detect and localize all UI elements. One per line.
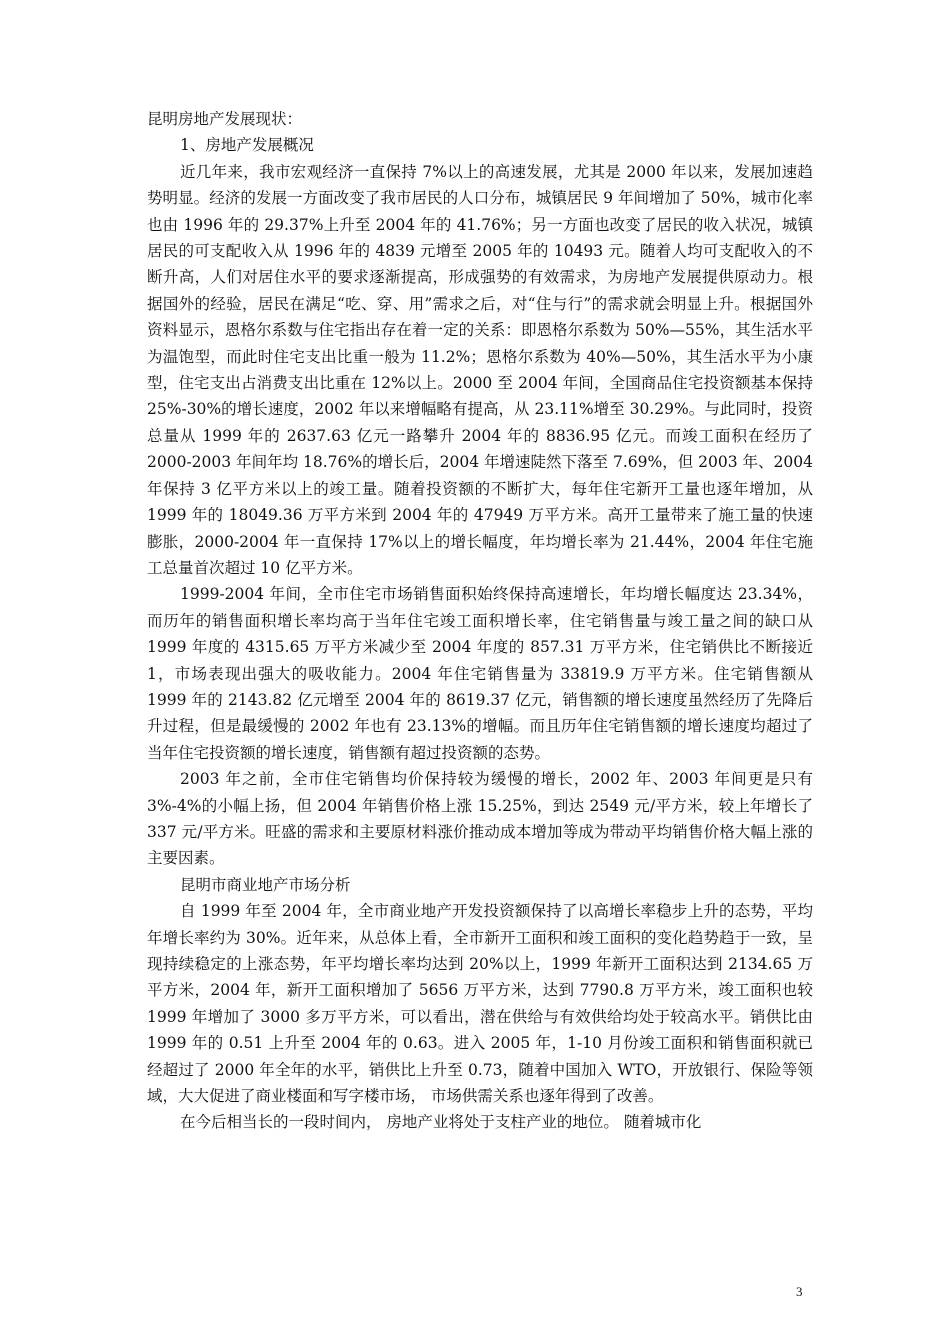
paragraph-4: 自 1999 年至 2004 年，全市商业地产开发投资额保持了以高增长率稳步上升的态势，平均年增长率约为 30%。近年来，从总体上看，全市新开工面积和竣工面积的变化趋势趋于一致，呈现持续稳定的上涨态势，年平均增长率均达到 20%以上，1999 年新开工面积达到 2134.65 万平方米，2004 年，新开工面积增加了 5656 万平方米，达到 7790.8 万平方米，竣工面积也较 1999 年增加了 3000 多万平方米，可以看出，潜在供给与有效供给均处于较高水平。销供比由 1999 年的 0.51 上升至 2004 年的 0.63。进入 2005 年，1-10 月份竣工面积和销售面积就已经超过了 2000 年全年的水平，销供比上升至 0.73，随着中国加入 WTO，开放银行、保险等领域，大大促进了商业楼面和写字楼市场， 市场供需关系也逐年得到了改善。 bbox=[147, 902, 813, 1106]
page-number: 3 bbox=[796, 1284, 803, 1299]
paragraph-3: 2003 年之前，全市住宅销售均价保持较为缓慢的增长，2002 年、2003 年间更是只有 3%-4%的小幅上扬，但 2004 年销售价格上涨 15.25%，到达 2549 元/平方米，较上年增长了 337 元/平方米。旺盛的需求和主要原材料涨价推动成本增加等成为带动平均销售价格大幅上涨的主要因素。 bbox=[147, 770, 813, 868]
document-title: 昆明房地产发展现状： bbox=[147, 110, 303, 128]
document-body bbox=[147, 106, 813, 1136]
section-heading: 1、房地产发展概况 bbox=[180, 136, 314, 155]
paragraph-2: 1999-2004 年间，全市住宅市场销售面积始终保持高速增长，年均增长幅度达 23.34%，而历年的销售面积增长率均高于当年住宅竣工面积增长率，住宅销售量与竣工量之间的缺口从 1999 年度的 4315.65 万平方米减少至 2004 年度的 857.31 万平方米，住宅销供比不断接近 1，市场表现出强大的吸收能力。2004 年住宅销售量为 33819.9 万平方米。住宅销售额从 1999 年的 2143.82 亿元增至 2004 年的 8619.37 亿元，销售额的增长速度虽然经历了先降后升过程，但是最缓慢的 2002 年也有 23.13%的增幅。而且历年住宅销售额的增长速度均超过了当年住宅投资额的增长速度，销售额有超过投资额的态势。 bbox=[147, 585, 813, 762]
paragraph-1: 近几年来，我市宏观经济一直保持 7%以上的高速发展，尤其是 2000 年以来，发展加速趋势明显。经济的发展一方面改变了我市居民的人口分布，城镇居民 9 年间增加了 50%，城市化率也由 1996 年的 29.37%上升至 2004 年的 41.76%；另一方面也改变了居民的收入状况，城镇居民的可支配收入从 1996 年的 4839 元增至 2005 年的 10493 元。随着人均可支配收入的不断升高，人们对居住水平的要求逐渐提高，形成强势的有效需求，为房地产发展提供原动力。根据国外的经验，居民在满足“吃、穿、用”需求之后，对“住与行”的需求就会明显上升。根据国外资料显示，恩格尔系数与住宅指出存在着一定的关系：即恩格尔系数为 50%—55%，其生活水平为温饱型，而此时住宅支出比重一般为 11.2%；恩格尔系数为 40%—50%，其生活水平为小康型，住宅支出占消费支出比重在 12%以上。2000 至 2004 年间，全国商品住宅投资额基本保持 25%-30%的增长速度，2002 年以来增幅略有提高，从 23.11%增至 30.29%。与此同时，投资总量从 1999 年的 2637.63 亿元一路攀升 2004 年的 8836.95 亿元。而竣工面积在经历了 2000-2003 年间年均 18.76%的增长后，2004 年增速陡然下落至 7.69%，但 2003 年、2004 年保持 3 亿平方米以上的竣工量。随着投资额的不断扩大，每年住宅新开工量也逐年增加，从 1999 年的 18049.36 万平方米到 2004 年的 47949 万平方米。高开工量带来了施工量的快速膨胀，2000-2004 年一直保持 17%以上的增长幅度，年均增长率为 21.44%，2004 年住宅施工总量首次超过 10 亿平方米。 bbox=[147, 162, 813, 577]
subsection-heading: 昆明市商业地产市场分析 bbox=[180, 875, 351, 894]
paragraph-5: 在今后相当长的一段时间内， 房地产业将处于支柱产业的地位。 随着城市化 bbox=[180, 1113, 702, 1132]
